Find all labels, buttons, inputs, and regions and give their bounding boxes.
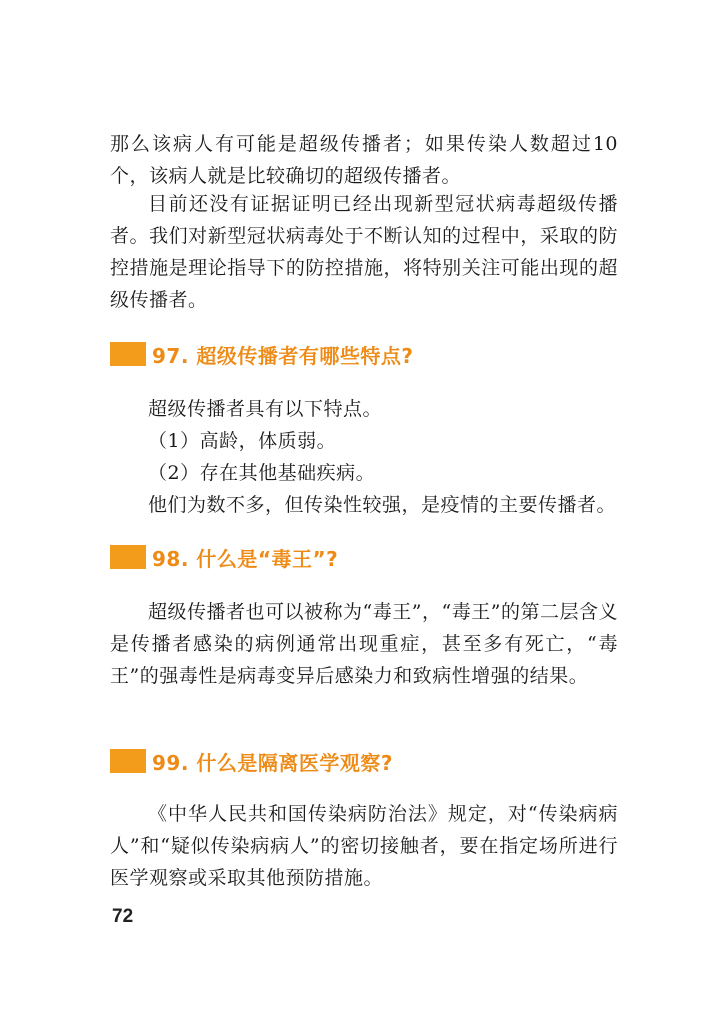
intro-paragraph-2: 目前还没有证据证明已经出现新型冠状病毒超级传播者。我们对新型冠状病毒处于不断认知的过程中，采取的防控措施是理论指导下的防控措施，将特别关注可能出现的超级传播者。 — [110, 193, 618, 311]
heading-title: 97. 超级传播者有哪些特点? — [152, 343, 414, 368]
heading-title: 99. 什么是隔离医学观察? — [152, 750, 393, 775]
q97-line-3: （2）存在其他基础疾病。 — [148, 462, 376, 484]
heading-title: 98. 什么是“毒王”? — [152, 546, 339, 571]
heading-marker — [110, 342, 146, 366]
heading-marker — [110, 749, 146, 773]
intro-paragraph-1: 那么该病人有可能是超级传播者；如果传染人数超过10个，该病人就是比较确切的超级传播者。 — [110, 133, 618, 187]
q98-paragraph: 超级传播者也可以被称为“毒王”，“毒王”的第二层含义是传播者感染的病例通常出现重症，甚至多有死亡，“毒王”的强毒性是病毒变异后感染力和致病性增强的结果。 — [110, 601, 618, 687]
q99-paragraph: 《中华人民共和国传染病防治法》规定，对“传染病病人”和“疑似传染病病人”的密切接触者，要在指定场所进行医学观察或采取其他预防措施。 — [110, 803, 618, 889]
section-heading-97 — [110, 339, 414, 369]
section-heading-99 — [110, 746, 393, 776]
page-number: 72 — [112, 906, 134, 927]
heading-marker — [110, 545, 146, 569]
q97-line-1: 超级传播者具有以下特点。 — [148, 398, 383, 420]
q97-line-4: 他们为数不多，但传染性较强，是疫情的主要传播者。 — [148, 494, 617, 516]
q97-line-2: （1）高龄，体质弱。 — [148, 430, 337, 452]
section-heading-98 — [110, 542, 338, 572]
